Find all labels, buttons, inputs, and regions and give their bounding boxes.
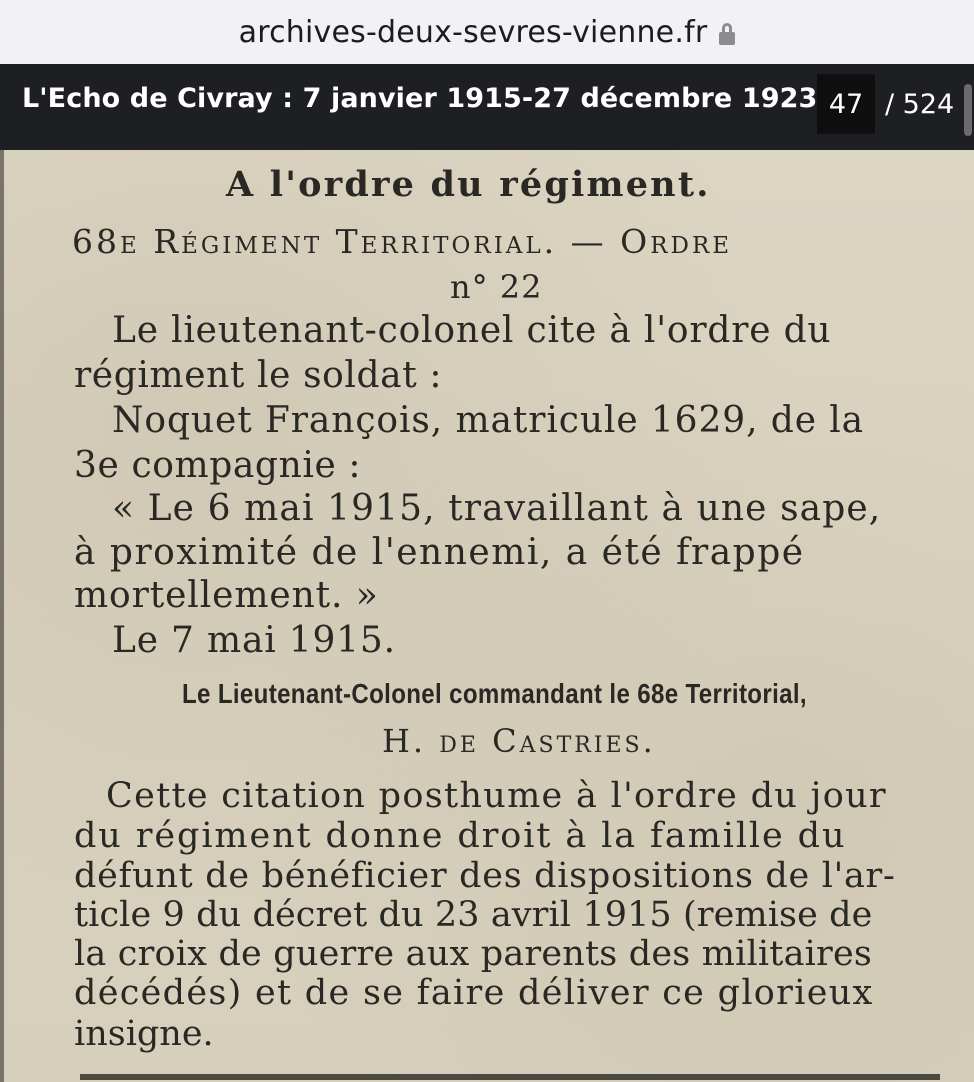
page-edge <box>0 150 4 1082</box>
regiment-line: 68e Régiment Territorial. — Ordre <box>72 222 733 261</box>
page-total: / 524 <box>885 89 955 120</box>
viewer-header <box>0 64 974 150</box>
body-line: Noquet François, matricule 1629, de la <box>112 400 865 441</box>
body-line: Le 7 mai 1915. <box>112 620 396 661</box>
paragraph-line: Cette citation posthume à l'ordre du jour <box>106 776 887 816</box>
previous-article-remnant <box>90 150 950 158</box>
order-number: n° 22 <box>450 268 543 306</box>
scrollbar-thumb[interactable] <box>964 84 972 136</box>
lock-icon <box>719 23 735 45</box>
paragraph-line: décédés) et de se faire déliver ce glorieux <box>74 973 874 1013</box>
paragraph-line: la croix de guerre aux parents des militaires <box>74 934 873 974</box>
paragraph-line: ticle 9 du décret du 23 avril 1915 (remise de <box>74 895 873 935</box>
address-bar[interactable] <box>0 0 974 65</box>
paragraph-line: du régiment donne droit à la famille du <box>74 816 847 856</box>
body-line: à proximité de l'ennemi, a été frappé <box>74 532 805 573</box>
url-text[interactable]: archives-deux-sevres-vienne.fr <box>238 14 708 50</box>
section-divider <box>80 1074 940 1080</box>
body-line: « Le 6 mai 1915, travaillant à une sape, <box>112 488 882 529</box>
body-line: 3e compagnie : <box>74 445 362 486</box>
body-line: Le lieutenant-colonel cite à l'ordre du <box>112 310 832 351</box>
signature-name: H. de Castries. <box>382 722 656 760</box>
document-title: L'Echo de Civray : 7 janvier 1915-27 décembre 1923 <box>22 83 818 114</box>
signature-title: Le Lieutenant-Colonel commandant le 68e Territorial, <box>182 678 807 709</box>
paragraph-line: insigne. <box>74 1014 214 1054</box>
body-line: régiment le soldat : <box>74 355 443 396</box>
scanned-page <box>0 150 974 1082</box>
body-line: mortellement. » <box>74 575 379 616</box>
article-heading: A l'ordre du régiment. <box>226 164 711 205</box>
paragraph-line: défunt de bénéficier des dispositions de l'ar- <box>74 856 896 896</box>
page-number-input[interactable]: 47 <box>817 74 875 134</box>
